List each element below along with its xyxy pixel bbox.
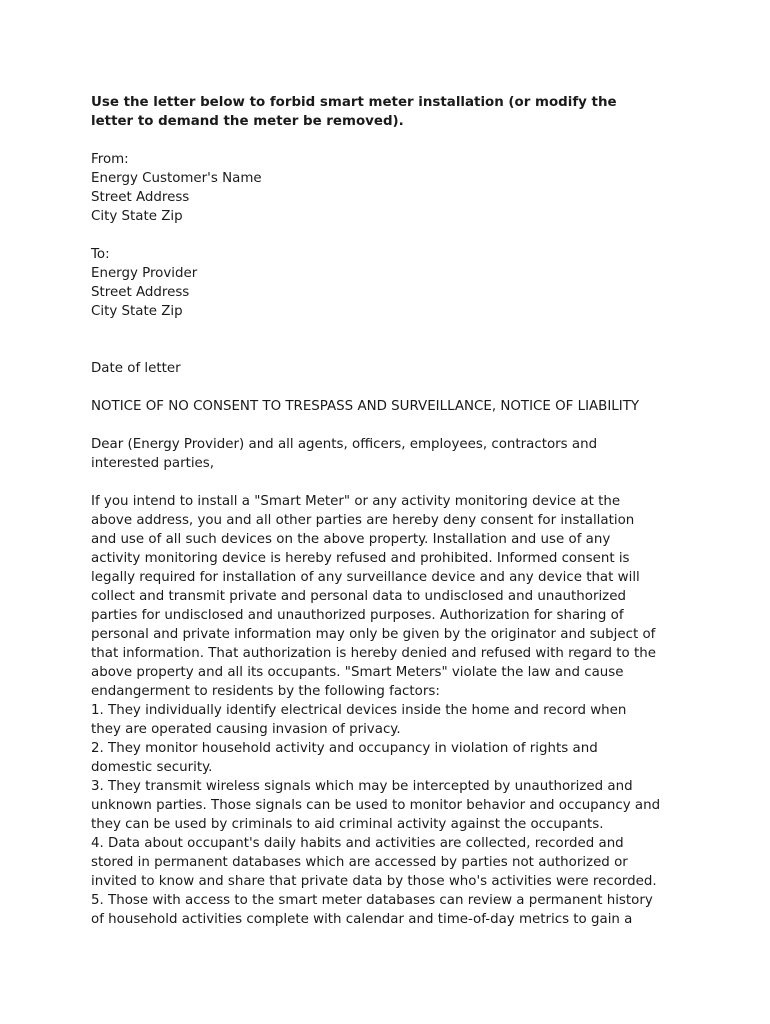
list-item: unknown parties. Those signals can be used to monitor behavior and occupancy and: [91, 798, 661, 813]
list-item: 4. Data about occupant's daily habits and activities are collected, recorded and: [91, 836, 624, 851]
body-line: parties for undisclosed and unauthorized purposes. Authorization for sharing of: [91, 608, 624, 623]
from-street: Street Address: [91, 190, 190, 205]
list-item: 3. They transmit wireless signals which may be intercepted by unauthorized and: [91, 779, 633, 794]
from-label: From:: [91, 152, 129, 167]
letter-body: [91, 492, 691, 929]
salutation: [91, 435, 691, 473]
from-address-block: [91, 150, 691, 226]
to-street: Street Address: [91, 285, 190, 300]
body-line: activity monitoring device is hereby refused and prohibited. Informed consent is: [91, 551, 630, 566]
list-item: domestic security.: [91, 760, 213, 775]
spacer: [91, 226, 691, 245]
heading-line: letter to demand the meter be removed).: [91, 114, 404, 129]
body-line: and use of all such devices on the above property. Installation and use of any: [91, 532, 611, 547]
list-item: 1. They individually identify electrical devices inside the home and record when: [91, 703, 627, 718]
spacer: [91, 378, 691, 397]
list-item: stored in permanent databases which are accessed by parties not authorized or: [91, 855, 628, 870]
from-name: Energy Customer's Name: [91, 171, 262, 186]
salutation-line: Dear (Energy Provider) and all agents, officers, employees, contractors and: [91, 437, 598, 452]
notice-title: NOTICE OF NO CONSENT TO TRESPASS AND SURVEILLANCE, NOTICE OF LIABILITY: [91, 399, 640, 414]
letter-content: [91, 93, 691, 929]
list-item: of household activities complete with calendar and time-of-day metrics to gain a: [91, 912, 633, 927]
body-line: above property and all its occupants. "Smart Meters" violate the law and cause: [91, 665, 624, 680]
body-line: above address, you and all other parties are hereby deny consent for installation: [91, 513, 635, 528]
spacer: [91, 473, 691, 492]
to-address-block: [91, 245, 691, 321]
to-label: To:: [91, 247, 110, 262]
spacer: [91, 416, 691, 435]
body-line: that information. That authorization is hereby denied and refused with regard to the: [91, 646, 656, 661]
to-name: Energy Provider: [91, 266, 198, 281]
from-city: City State Zip: [91, 209, 183, 224]
spacer: [91, 321, 691, 359]
salutation-line: interested parties,: [91, 456, 215, 471]
body-line: endangerment to residents by the following factors:: [91, 684, 440, 699]
list-item: invited to know and share that private data by those who's activities were recorded.: [91, 874, 657, 889]
instruction-heading: [91, 93, 691, 131]
letter-date: Date of letter: [91, 361, 181, 376]
to-city: City State Zip: [91, 304, 183, 319]
body-line: If you intend to install a "Smart Meter" or any activity monitoring device at the: [91, 494, 621, 509]
heading-line: Use the letter below to forbid smart meter installation (or modify the: [91, 95, 617, 110]
list-item: 2. They monitor household activity and occupancy in violation of rights and: [91, 741, 598, 756]
list-item: 5. Those with access to the smart meter databases can review a permanent history: [91, 893, 653, 908]
body-line: legally required for installation of any surveillance device and any device that will: [91, 570, 640, 585]
body-line: personal and private information may only be given by the originator and subject of: [91, 627, 656, 642]
spacer: [91, 131, 691, 150]
list-item: they are operated causing invasion of privacy.: [91, 722, 401, 737]
list-item: they can be used by criminals to aid criminal activity against the occupants.: [91, 817, 604, 832]
body-line: collect and transmit private and personal data to undisclosed and unauthorized: [91, 589, 626, 604]
